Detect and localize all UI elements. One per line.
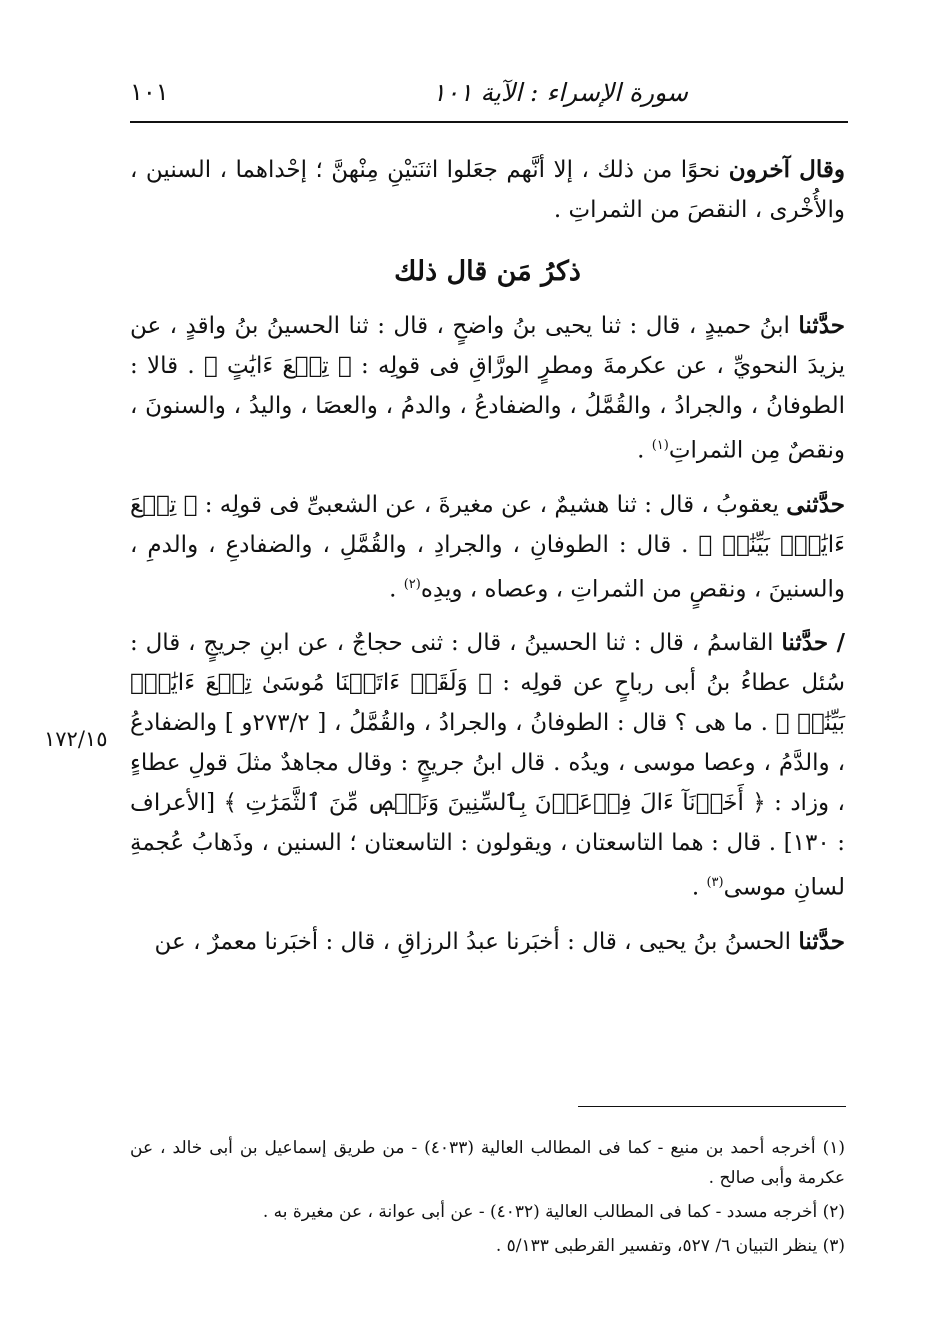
- paragraph-2: [130, 306, 845, 471]
- footnote-ref-1[interactable]: (١): [651, 438, 669, 453]
- paragraph-4-end: .: [691, 874, 707, 901]
- footnote-ref-2[interactable]: (٢): [403, 576, 421, 592]
- footnote-rule: [578, 1106, 846, 1107]
- paragraph-3: [130, 485, 845, 610]
- paragraph-1-lead: وقال آخرون: [728, 156, 845, 183]
- page-number: ١٠١: [130, 78, 169, 106]
- paragraph-5: [130, 922, 845, 962]
- footnote-1: (١) أخرجه أحمد بن منيع - كما فى المطالب العالية (٤٠٣٣) - من طريق إسماعيل بن أبى خالد ، عن عكرمة وأبى صالح .: [130, 1138, 845, 1188]
- paragraph-4: [130, 623, 845, 908]
- paragraph-1: [130, 150, 845, 230]
- paragraph-5-lead: حدَّثنا: [798, 927, 845, 955]
- footnote-2: (٢) أخرجه مسدد - كما فى المطالب العالية (٤٠٣٢) - عن أبى عوانة ، عن مغيرة به .: [262, 1202, 845, 1222]
- paragraph-5-text: الحسنُ بنُ يحيى ، قال : أخبَرنا عبدُ الرزاقِ ، قال : أخبَرنا معمرٌ ، عن: [154, 928, 799, 955]
- footnote-ref-3[interactable]: (٣): [706, 875, 724, 891]
- footnotes: [130, 1133, 845, 1265]
- header-rule: [130, 121, 848, 123]
- running-header: [130, 72, 848, 116]
- paragraph-4-text: القاسمُ ، قال : ثنا الحسينُ ، قال : ثنى حجاجٌ ، عن ابنِ جريجٍ ، قال : سُئل عطاءُ بنُ أبى رباحٍ عن قولِه : ﴿ وَلَقَدۡ ءَاتَيۡنَا مُوسَىٰ تِسۡعَ ءَايَٰتِۭ بَيِّنَٰتٖ ﴾ . ما هى ؟ قال : الطوفانُ ، والجرادُ ، والقُمَّلُ ، [ ٢٧٣/٢و ] والضفادعُ ، والدَّمُ ، وعصا موسى ، ويدُه . قال ابنُ جريجٍ : وقال مجاهدٌ مثلَ قولِ عطاءٍ ، وزاد : ﴿ أَخَذۡنَآ ءَالَ فِرۡعَوۡنَ بِٱلسِّنِينَ وَنَقۡصٖ مِّنَ ٱلثَّمَرَٰتِ ﴾ [الأعراف : ١٣٠] . قال : هما التاسعتان ، ويقولون : التاسعتان ؛ السنين ، وذَهابُ عُجمةِ لسانِ موسى: [130, 630, 845, 901]
- paragraph-3-end: .: [389, 576, 404, 603]
- paragraph-1-text: نحوًا من ذلك ، إلا أنَّهم جعَلوا اثنَتيْنِ مِنْهنَّ ؛ إحْداهما ، السنين ، والأُخْرى ، النقصَ من الثمراتِ .: [130, 157, 845, 223]
- paragraph-3-lead: حدَّثنى: [786, 490, 845, 518]
- main-text: [130, 150, 845, 976]
- paragraph-2-lead: حدَّثنا: [798, 312, 845, 339]
- margin-folio-note: ١٧٢/١٥: [44, 727, 108, 751]
- footnote-3: (٣) ينظر التبيان ٦/ ٥٢٧، وتفسير القرطبى ٥/١٣٣ .: [495, 1236, 845, 1256]
- paragraph-3-text: يعقوبُ ، قال : ثنا هشيمٌ ، عن مغيرةَ ، عن الشعبىِّ فى قولِه : ﴿ تِسۡعَ ءَايَٰتِۭ بَيِّنَٰتٖ ﴾ . قال : الطوفانِ ، والجرادِ ، والقُمَّلِ ، والضفادعِ ، والدمِ ، والسنينَ ، ونقصٍ من الثمراتِ ، وعصاه ، ويدِه: [130, 491, 845, 603]
- paragraph-2-end: .: [637, 437, 652, 464]
- paragraph-4-lead: / حدَّثنا: [781, 629, 845, 657]
- section-heading: ذكرُ مَن قال ذلك: [394, 256, 581, 287]
- running-header-title: سورة الإسراء : الآية ١٠١: [432, 78, 688, 107]
- paragraph-2-text: ابنُ حميدٍ ، قال : ثنا يحيى بنُ واضحٍ ، قال : ثنا الحسينُ بنُ واقدٍ ، عن يزيدَ النحويِّ ، عن عكرمةَ ومطرٍ الورَّاقِ فى قولِه : ﴿ تِسۡعَ ءَايَٰتٍ ﴾ . قالا : الطوفانُ ، والجرادُ ، والقُمَّلُ ، والضفادعُ ، والدمُ ، والعصَا ، واليدُ ، والسنونَ ، ونقصٌ مِن الثمراتِ: [130, 313, 845, 464]
